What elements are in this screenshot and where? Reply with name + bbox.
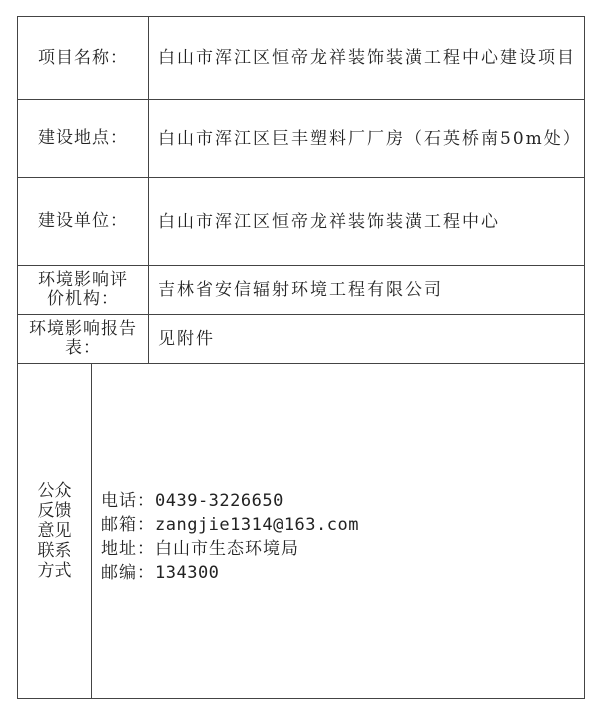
address-value: 白山市生态环境局 bbox=[155, 539, 299, 559]
agency-label-text: 环境影响评价机构： bbox=[38, 270, 128, 309]
contact-phone-line bbox=[101, 489, 359, 513]
contact-label bbox=[18, 364, 92, 698]
contact-details bbox=[101, 489, 359, 585]
email-value: zangjie1314@163.com bbox=[155, 515, 359, 535]
contact-postcode-line bbox=[101, 561, 359, 585]
table-row-report bbox=[18, 315, 584, 364]
report-value bbox=[158, 315, 576, 363]
location-text: 白山市浑江区巨丰塑料厂厂房（石英桥南50m处） bbox=[158, 128, 582, 149]
postcode-value: 134300 bbox=[155, 563, 220, 583]
agency-label bbox=[18, 266, 149, 314]
contact-email-line bbox=[101, 513, 359, 537]
builder-value bbox=[158, 178, 576, 265]
table-row-agency bbox=[18, 266, 584, 315]
table-row-location bbox=[18, 100, 584, 178]
table-row-project-name bbox=[18, 17, 584, 100]
contact-address-line bbox=[101, 537, 359, 561]
address-key: 地址： bbox=[101, 539, 155, 559]
project-name-value bbox=[158, 17, 576, 99]
email-key: 邮箱： bbox=[101, 515, 155, 535]
public-notice-table bbox=[17, 16, 585, 699]
phone-value: 0439-3226650 bbox=[155, 491, 284, 511]
contact-label-text: 公众反馈意见联系方式 bbox=[37, 481, 72, 581]
table-row-contact bbox=[18, 364, 584, 698]
project-name-label: 项目名称： bbox=[18, 17, 149, 99]
agency-value bbox=[158, 266, 576, 314]
builder-text: 白山市浑江区恒帝龙祥装饰装潢工程中心 bbox=[158, 211, 500, 232]
report-text: 见附件 bbox=[158, 329, 215, 349]
agency-text: 吉林省安信辐射环境工程有限公司 bbox=[158, 280, 443, 300]
project-name-text: 白山市浑江区恒帝龙祥装饰装潢工程中心建设项目 bbox=[158, 48, 576, 68]
table-row-builder bbox=[18, 178, 584, 266]
postcode-key: 邮编： bbox=[101, 563, 155, 583]
location-label: 建设地点： bbox=[18, 100, 149, 177]
report-label bbox=[18, 315, 149, 363]
phone-key: 电话： bbox=[101, 491, 155, 511]
location-value bbox=[158, 100, 582, 177]
builder-label: 建设单位： bbox=[18, 178, 149, 265]
report-label-text: 环境影响报告表： bbox=[29, 319, 137, 358]
